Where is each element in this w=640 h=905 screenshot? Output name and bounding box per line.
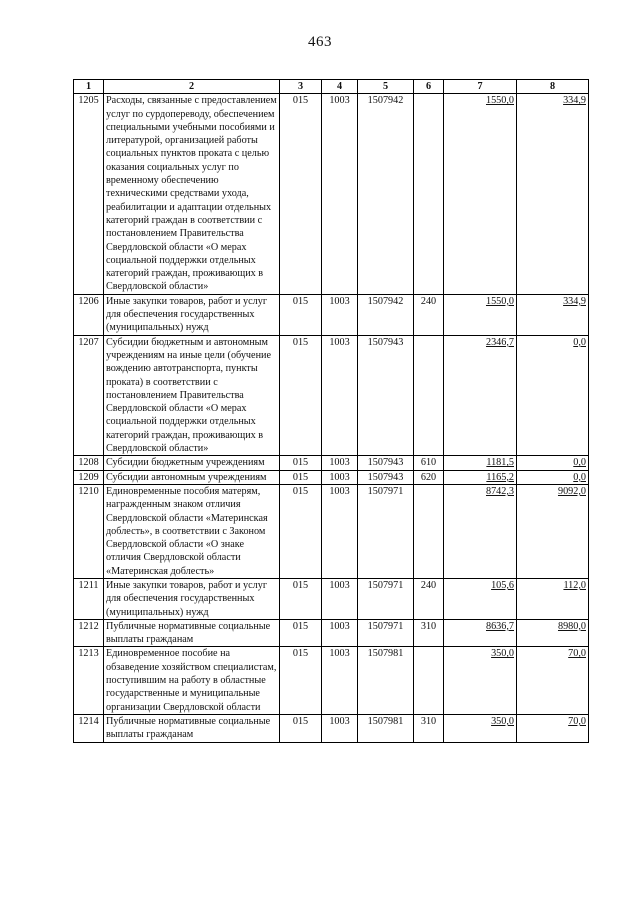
amount-8-cell xyxy=(517,470,589,484)
amount-7-value: 8636,7 xyxy=(485,620,514,632)
column-header-2: 2 xyxy=(104,80,280,94)
amount-7-cell xyxy=(444,470,517,484)
code-3-cell: 015 xyxy=(280,335,322,456)
row-name-cell: Субсидии автономным учреждениям xyxy=(104,470,280,484)
code-4-cell: 1003 xyxy=(322,335,358,456)
amount-8-value: 334,9 xyxy=(563,95,586,107)
column-header-4: 4 xyxy=(322,80,358,94)
code-4-cell: 1003 xyxy=(322,578,358,619)
code-4-cell: 1003 xyxy=(322,94,358,294)
row-number-cell: 1212 xyxy=(74,619,104,647)
code-6-cell: 620 xyxy=(414,470,444,484)
code-5-cell: 1507981 xyxy=(358,647,414,714)
row-number-cell: 1208 xyxy=(74,456,104,470)
row-number-cell: 1207 xyxy=(74,335,104,456)
code-5-cell: 1507971 xyxy=(358,578,414,619)
row-name-cell: Публичные нормативные социальные выплаты гражданам xyxy=(104,619,280,647)
row-number-cell: 1205 xyxy=(74,94,104,294)
table-row xyxy=(74,484,589,578)
table-row xyxy=(74,619,589,647)
column-header-7: 7 xyxy=(444,80,517,94)
page-number: 463 xyxy=(308,34,332,50)
amount-7-value: 1165,2 xyxy=(486,471,514,483)
code-6-cell: 610 xyxy=(414,456,444,470)
amount-7-value: 350,0 xyxy=(491,715,514,727)
code-5-cell: 1507943 xyxy=(358,456,414,470)
table-body xyxy=(74,94,589,742)
amount-8-value: 8980,0 xyxy=(557,620,586,632)
amount-7-value: 350,0 xyxy=(491,648,514,660)
table-row xyxy=(74,714,589,742)
budget-table xyxy=(73,79,589,743)
table-row xyxy=(74,335,589,456)
column-header-6: 6 xyxy=(414,80,444,94)
code-6-cell: 240 xyxy=(414,578,444,619)
code-3-cell: 015 xyxy=(280,470,322,484)
code-4-cell: 1003 xyxy=(322,484,358,578)
code-6-cell: 310 xyxy=(414,714,444,742)
code-4-cell: 1003 xyxy=(322,619,358,647)
row-name-cell: Расходы, связанные с предоставлением услуг по сурдопереводу, обеспечением специальными учебными пособиями и литературой, организацией работы социальных пунктов проката с целью оказания социальных услуг по временному обеспечению техническими средствами ухода, реабилитации и адаптации отдельных категорий граждан в соответствии с постановлением Правительства Свердловской области «О мерах социальной поддержки отдельных категорий граждан, проживающих в Свердловской области» xyxy=(104,94,280,294)
amount-8-cell xyxy=(517,619,589,647)
code-5-cell: 1507943 xyxy=(358,470,414,484)
row-name-cell: Субсидии бюджетным учреждениям xyxy=(104,456,280,470)
code-5-cell: 1507971 xyxy=(358,619,414,647)
code-3-cell: 015 xyxy=(280,484,322,578)
code-6-cell: 240 xyxy=(414,294,444,335)
code-3-cell: 015 xyxy=(280,94,322,294)
row-name-cell: Единовременные пособия матерям, награжденным знаком отличия Свердловской области «Материнская доблесть», в соответствии с Законом Свердловской области «О знаке отличия Свердловской области «Материнская доблесть» xyxy=(104,484,280,578)
column-header-3: 3 xyxy=(280,80,322,94)
amount-7-cell xyxy=(444,94,517,294)
amount-8-cell xyxy=(517,647,589,714)
amount-7-cell xyxy=(444,578,517,619)
code-6-cell: 310 xyxy=(414,619,444,647)
amount-7-cell xyxy=(444,619,517,647)
amount-8-cell xyxy=(517,484,589,578)
code-5-cell: 1507943 xyxy=(358,335,414,456)
code-4-cell: 1003 xyxy=(322,294,358,335)
row-number-cell: 1213 xyxy=(74,647,104,714)
row-number-cell: 1214 xyxy=(74,714,104,742)
code-4-cell: 1003 xyxy=(322,714,358,742)
amount-8-cell xyxy=(517,714,589,742)
amount-8-value: 0,0 xyxy=(573,336,586,348)
amount-7-value: 8742,3 xyxy=(485,485,514,497)
amount-8-cell xyxy=(517,335,589,456)
row-number-cell: 1210 xyxy=(74,484,104,578)
row-name-cell: Иные закупки товаров, работ и услуг для обеспечения государственных (муниципальных) нужд xyxy=(104,578,280,619)
amount-7-cell xyxy=(444,456,517,470)
amount-7-cell xyxy=(444,294,517,335)
code-3-cell: 015 xyxy=(280,578,322,619)
amount-7-cell xyxy=(444,714,517,742)
code-4-cell: 1003 xyxy=(322,647,358,714)
amount-8-cell xyxy=(517,456,589,470)
code-4-cell: 1003 xyxy=(322,456,358,470)
code-3-cell: 015 xyxy=(280,294,322,335)
amount-8-cell xyxy=(517,294,589,335)
amount-7-value: 105,6 xyxy=(491,579,514,591)
amount-7-value: 2346,7 xyxy=(485,336,514,348)
amount-8-value: 334,9 xyxy=(563,295,586,307)
header-row xyxy=(74,80,589,94)
row-name-cell: Публичные нормативные социальные выплаты гражданам xyxy=(104,714,280,742)
column-header-5: 5 xyxy=(358,80,414,94)
table-row xyxy=(74,647,589,714)
amount-7-value: 1550,0 xyxy=(485,295,514,307)
amount-7-cell xyxy=(444,484,517,578)
amount-8-cell xyxy=(517,94,589,294)
amount-8-value: 70,0 xyxy=(568,715,586,727)
code-3-cell: 015 xyxy=(280,647,322,714)
amount-8-cell xyxy=(517,578,589,619)
row-number-cell: 1209 xyxy=(74,470,104,484)
code-5-cell: 1507981 xyxy=(358,714,414,742)
code-6-cell xyxy=(414,484,444,578)
code-4-cell: 1003 xyxy=(322,470,358,484)
amount-7-cell xyxy=(444,647,517,714)
code-3-cell: 015 xyxy=(280,714,322,742)
table-row xyxy=(74,94,589,294)
code-5-cell: 1507971 xyxy=(358,484,414,578)
table-row xyxy=(74,294,589,335)
code-6-cell xyxy=(414,647,444,714)
amount-8-value: 112,0 xyxy=(563,579,586,591)
amount-8-value: 0,0 xyxy=(573,457,586,469)
row-name-cell: Иные закупки товаров, работ и услуг для обеспечения государственных (муниципальных) нужд xyxy=(104,294,280,335)
code-3-cell: 015 xyxy=(280,456,322,470)
code-5-cell: 1507942 xyxy=(358,94,414,294)
code-3-cell: 015 xyxy=(280,619,322,647)
column-header-1: 1 xyxy=(74,80,104,94)
amount-8-value: 70,0 xyxy=(568,648,586,660)
table-row xyxy=(74,578,589,619)
table-row xyxy=(74,470,589,484)
table-header xyxy=(74,80,589,94)
code-6-cell xyxy=(414,335,444,456)
row-name-cell: Субсидии бюджетным и автономным учреждениям на иные цели (обучение вождению автотранспорта, пункты проката) в соответствии с постановлением Правительства Свердловской области «О мерах социальной поддержки отдельных категорий граждан, проживающих в Свердловской области» xyxy=(104,335,280,456)
column-header-8: 8 xyxy=(517,80,589,94)
amount-8-value: 9092,0 xyxy=(557,485,586,497)
row-name-cell: Единовременное пособие на обзаведение хозяйством специалистам, поступившим на работу в областные государственные и муниципальные организации Свердловской области xyxy=(104,647,280,714)
amount-7-value: 1550,0 xyxy=(485,95,514,107)
amount-7-cell xyxy=(444,335,517,456)
amount-7-value: 1181,5 xyxy=(486,457,514,469)
code-5-cell: 1507942 xyxy=(358,294,414,335)
amount-8-value: 0,0 xyxy=(573,471,586,483)
table-row xyxy=(74,456,589,470)
row-number-cell: 1206 xyxy=(74,294,104,335)
row-number-cell: 1211 xyxy=(74,578,104,619)
code-6-cell xyxy=(414,94,444,294)
